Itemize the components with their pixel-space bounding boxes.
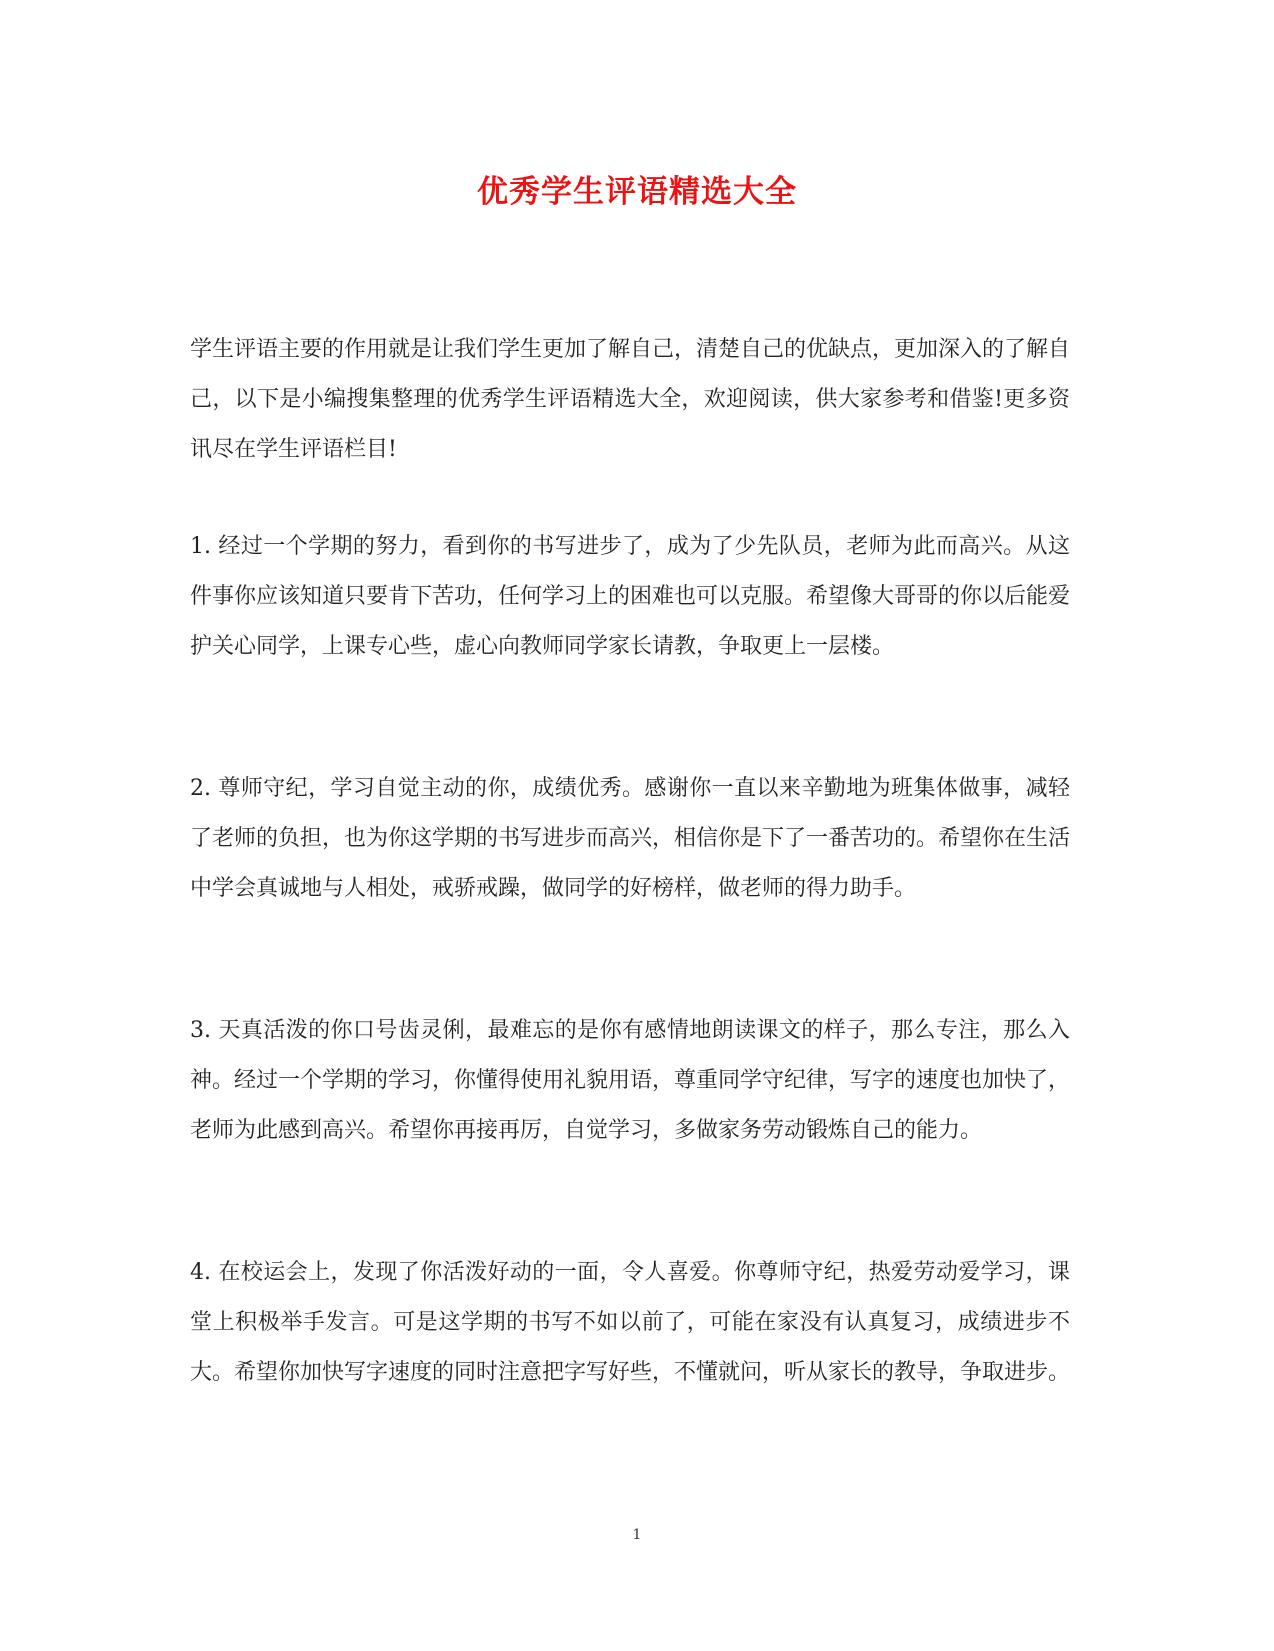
comment-paragraph-3: 3. 天真活泼的你口号齿灵俐，最难忘的是你有感情地朗读课文的样子，那么专注，那么入神。经过一个学期的学习，你懂得使用礼貌用语，尊重同学守纪律，写字的速度也加快了，老师为此感到高兴。希望你再接再厉，自觉学习，多做家务劳动锻炼自己的能力。 (190, 1018, 1071, 1143)
document-title: 优秀学生评语精选大全 (477, 174, 797, 210)
intro-paragraph: 学生评语主要的作用就是让我们学生更加了解自己，清楚自己的优缺点，更加深入的了解自己，以下是小编搜集整理的优秀学生评语精选大全，欢迎阅读，供大家参考和借鉴!更多资讯尽在学生评语栏目! (190, 337, 1071, 462)
comment-paragraph-4: 4. 在校运会上，发现了你活泼好动的一面，令人喜爱。你尊师守纪，热爱劳动爱学习，课堂上积极举手发言。可是这学期的书写不如以前了，可能在家没有认真复习，成绩进步不大。希望你加快写字速度的同时注意把字写好些，不懂就问，听从家长的教导，争取进步。 (190, 1260, 1071, 1385)
comment-paragraph-1: 1. 经过一个学期的努力，看到你的书写进步了，成为了少先队员，老师为此而高兴。从这件事你应该知道只要肯下苦功，任何学习上的困难也可以克服。希望像大哥哥的你以后能爱护关心同学，上课专心些，虚心向教师同学家长请教，争取更上一层楼。 (190, 534, 1071, 659)
comment-paragraph-2: 2. 尊师守纪，学习自觉主动的你，成绩优秀。感谢你一直以来辛勤地为班集体做事，减轻了老师的负担，也为你这学期的书写进步而高兴，相信你是下了一番苦功的。希望你在生活中学会真诚地与人相处，戒骄戒躁，做同学的好榜样，做老师的得力助手。 (190, 776, 1071, 901)
page-number: 1 (632, 1527, 642, 1543)
